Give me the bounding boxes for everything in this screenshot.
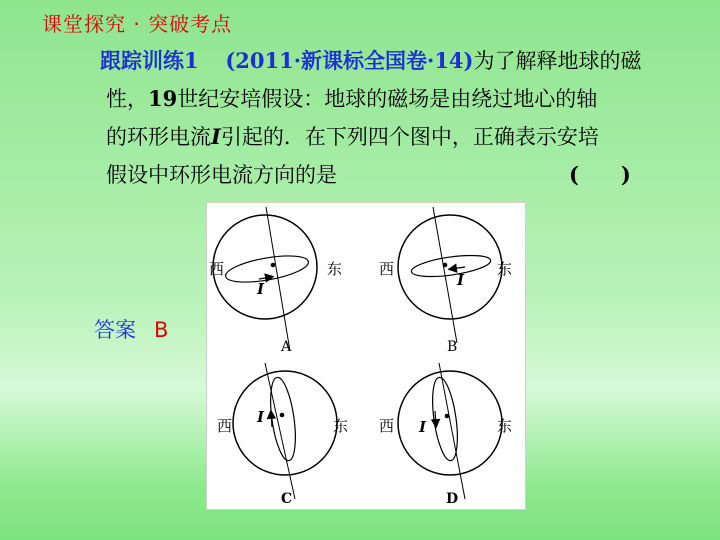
center-dot-a [271,263,276,268]
question-source: (2011·新课标全国卷·14) [225,48,474,73]
axis-c [265,363,295,499]
current-variable: I [211,124,221,149]
panel-c [217,363,348,507]
question-paragraph [100,42,680,194]
question-text-3a: 的环形电流 [106,125,211,149]
current-label-c: I [257,408,265,426]
current-loop-a [224,251,311,287]
figure-diagram [207,203,525,509]
current-arrow-b [451,267,465,269]
center-dot-c [280,413,285,418]
panel-b [379,207,512,355]
west-label-b: 西 [379,260,395,278]
current-arrow-a [259,277,271,279]
question-text-2b: 世纪安培假设：地球的磁场是由绕过地心的轴 [177,87,598,111]
caption-d: D [446,491,459,507]
section-header: 课堂探究 · 突破考点 [42,12,233,36]
center-dot-b [443,263,448,268]
question-text-1: 为了解释地球的磁 [473,49,642,73]
current-label-d: I [419,418,427,436]
answer-label: 答案 [94,318,136,342]
question-text-2a: 性， [106,87,148,111]
question-line-2 [100,80,680,118]
west-label-c: 西 [217,417,233,435]
current-loop-d [428,376,461,462]
caption-a: A [281,339,292,355]
figure-panel [206,202,526,510]
center-dot-d [445,414,450,419]
current-loop-b [410,252,492,281]
question-label: 跟踪训练1 [100,48,199,73]
west-label-d: 西 [379,417,395,435]
panel-d [379,363,512,507]
axis-a [266,207,290,351]
current-arrow-d [435,411,436,425]
answer-value: B [154,318,169,342]
earth-circle-a [213,215,317,319]
east-label-b: 东 [497,260,513,278]
panel-a [209,207,342,355]
question-line-1 [100,42,680,80]
caption-b: B [447,339,458,355]
current-label-b: I [457,271,465,289]
current-label-a: I [257,280,265,298]
answer-blank: ( ) [569,162,631,187]
question-line-3 [100,118,680,156]
answer-row [94,314,168,344]
west-label-a: 西 [209,260,225,278]
question-century: 19 [148,86,178,111]
question-line-4 [100,156,680,194]
east-label-d: 东 [497,417,513,435]
question-text-3b: 引起的．在下列四个图中，正确表示安培 [220,125,599,149]
axis-d [439,363,465,499]
east-label-c: 东 [333,417,349,435]
caption-c: C [281,491,293,507]
question-text-4: 假设中环形电流方向的是 [106,163,337,187]
east-label-a: 东 [327,260,343,278]
